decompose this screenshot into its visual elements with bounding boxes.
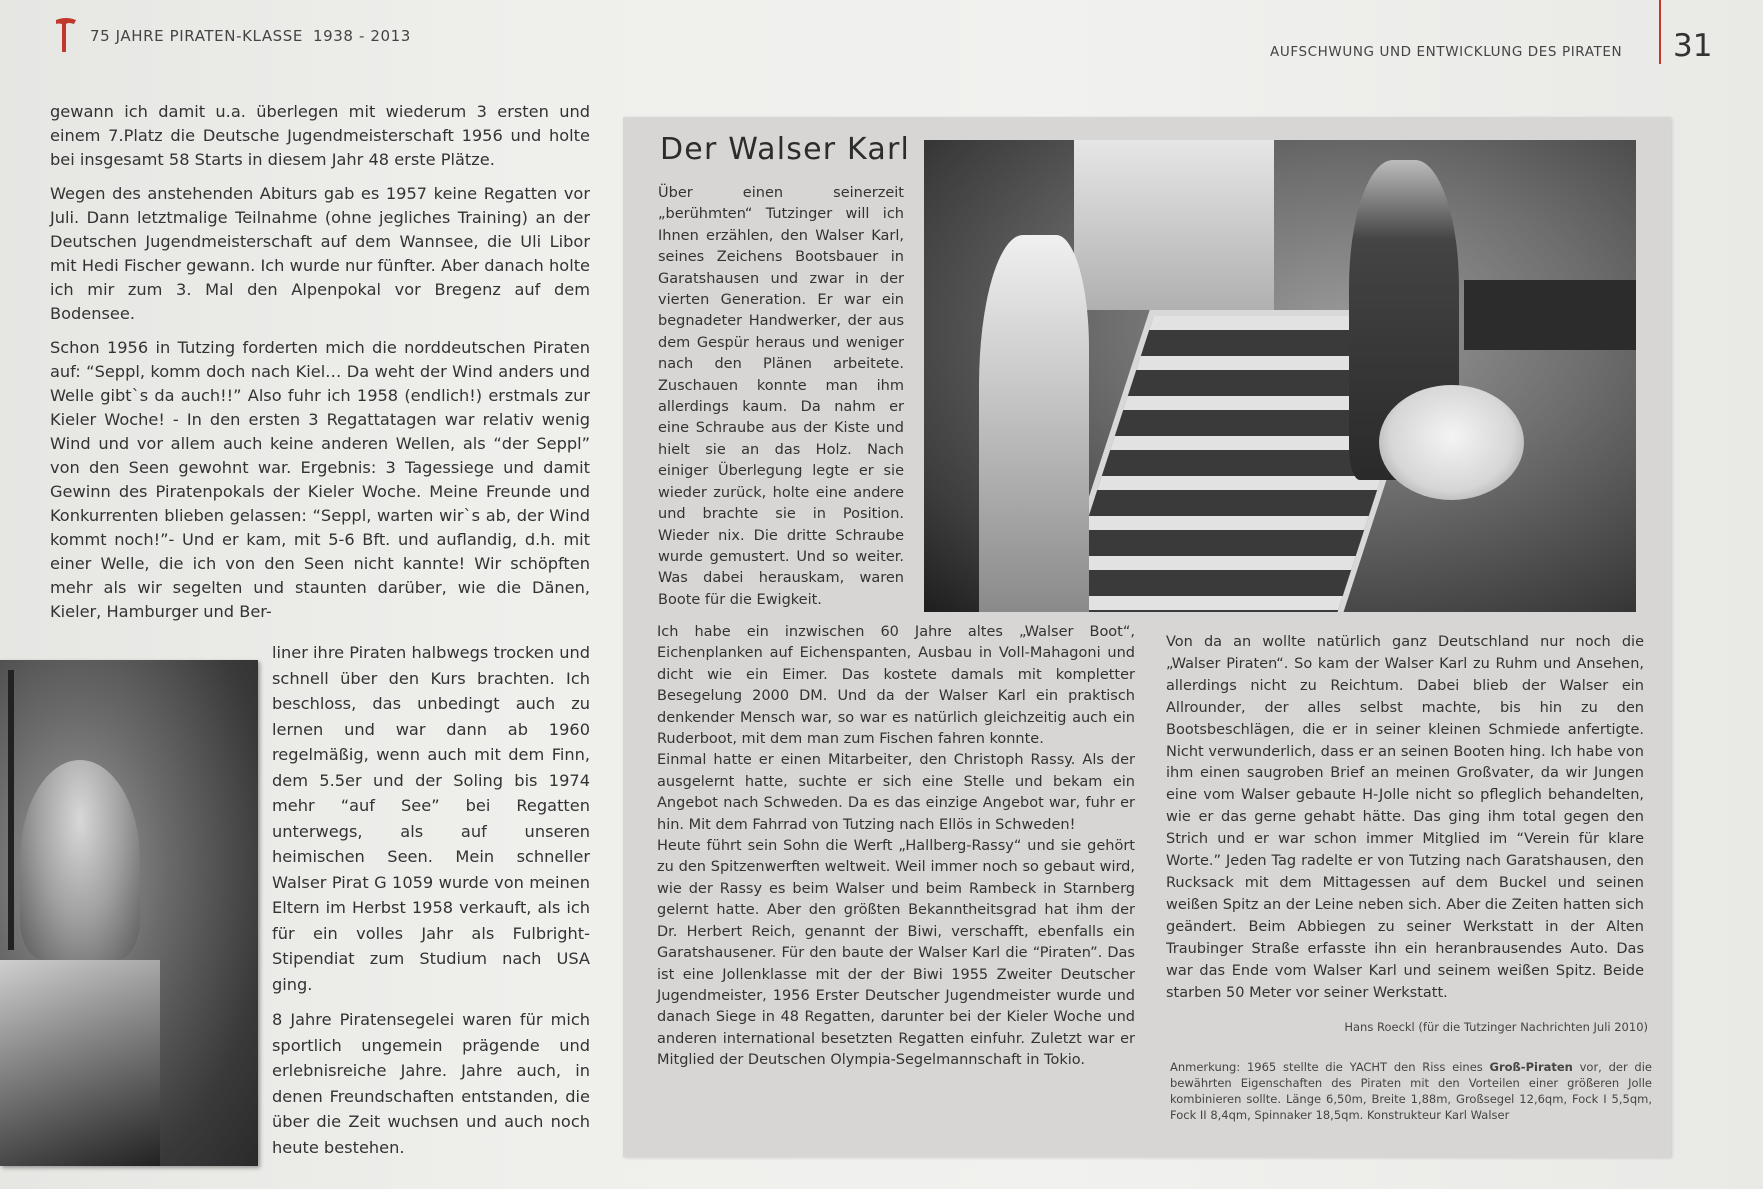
footnote bbox=[1170, 1059, 1652, 1123]
photo-window bbox=[1074, 140, 1274, 310]
author-credit: Hans Roeckl (für die Tutzinger Nachrichten Juli 2010) bbox=[1344, 1020, 1648, 1034]
photo-foreground-figure bbox=[979, 235, 1089, 612]
page-number: 31 bbox=[1673, 28, 1713, 64]
photo-dog bbox=[1379, 385, 1524, 500]
paragraph: liner ihre Piraten halbwegs trocken und schnell über den Kurs brachten. Ich beschloss, das unbedingt auch zu lernen und war dann ab 1960 regelmäßig, wenn auch mit dem Finn, dem 5.5er und der Soling bis 1974 mehr “auf See” bei Regatten unterwegs, als auf unseren heimischen Seen. Mein schneller Walser Pirat G 1059 wurde von meinen Eltern im Herbst 1958 verkauft, als ich für ein volles Jahr als Fulbright- Stipendiat zum Studium nach USA ging. bbox=[272, 643, 590, 994]
paragraph: Heute führt sein Sohn die Werft „Hallberg-Rassy“ und sie gehört zu den Spitzenwerften weltweit. Weil immer noch so gebaut wird, wie der Rassy es beim Walser und beim Rambeck in Starnberg gelernt hatte. Aber den größten Bekanntheitsgrad hat ihm der Dr. Herbert Reich, genannt der Biwi, verschafft, ebenfalls ein Garatshausener. Für den baute der Walser Karl die “Piraten”. Das ist eine Jollenklasse mit der der Biwi 1955 Zweiter Deutscher Jugendmeister, 1956 Erster Deutscher Jugendmeister wurde und danach Siege in 48 Regatten, darunter bei der Kieler Woche und anderen international besetzten Regatten einfuhr. Zuletzt war er Mitglied der Deutschen Olympia-Segelmannschaft in Tokio. bbox=[657, 838, 1135, 1069]
left-column bbox=[50, 100, 590, 634]
box-column-b bbox=[1166, 632, 1644, 1004]
paragraph: Einmal hatte er einen Mitarbeiter, den Christoph Rassy. Als der ausgelernt hatte, suchte er sich eine Stelle und bekam ein Angebot nach Schweden. Da es das einzige Angebot war, fuhr er hin. Mit dem Fahrrad von Tutzing nach Ellös in Schweden! bbox=[657, 752, 1135, 833]
boatbuilder-photo bbox=[924, 140, 1636, 612]
piraten-logo-icon bbox=[52, 14, 80, 54]
note-bold: Groß-Piraten bbox=[1489, 1060, 1573, 1074]
paragraph: Von da an wollte natürlich ganz Deutschland nur noch die „Walser Piraten“. So kam der Walser Karl zu Ruhm und Ansehen, allerdings nicht zu Reichtum. Dabei blieb der Walser ein Allrounder, der alles selbst machte, bis hin zu den Bootsbeschlägen, die er in seiner kleinen Schmiede anfertigte. Nicht verwunderlich, dass er an seinen Booten hing. Ich habe von ihm einen saugroben Brief an meinen Großvater, da wir Jungen eine vom Walser gebaute H-Jolle nicht so pfleglich behandelten, wie er das gerne gehabt hätte. Das ging ihm total gegen den Strich und er war schon immer Mitglied im “Verein für klare Worte.” Jeden Tag radelte er von Tutzing nach Garatshausen, den Rucksack mit dem Mittagessen auf dem Buckel und seinen weißen Spitz an der Leine neben sich. Aber die Zeiten hatten sich geändert. Beim Abbiegen zu seiner Werkstatt in der Alten Traubinger Straße erfasste ihn ein heranbrausendes Auto. Das war das Ende vom Walser Karl und seinem weißen Spitz. Beide starben 50 Meter vor seiner Werkstatt. bbox=[1166, 634, 1644, 1001]
running-header-right: AUFSCHWUNG UND ENTWICKLUNG DES PIRATEN bbox=[1270, 44, 1623, 60]
box-title: Der Walser Karl bbox=[660, 132, 911, 167]
box-column-a bbox=[657, 622, 1135, 1072]
header-years: 1938 - 2013 bbox=[313, 27, 411, 45]
paragraph: gewann ich damit u.a. überlegen mit wiederum 3 ersten und einem 7.Platz die Deutsche Jugendmeisterschaft 1956 und holte bei insgesamt 58 Starts in diesem Jahr 48 erste Plätze. bbox=[50, 102, 590, 169]
photo-boat bbox=[0, 960, 160, 1166]
photo-mast bbox=[8, 670, 14, 950]
sailor-photo bbox=[0, 660, 258, 1166]
header-divider bbox=[1659, 0, 1661, 64]
left-column-narrow bbox=[272, 640, 590, 1170]
running-header-left bbox=[90, 27, 411, 45]
header-title: 75 JAHRE PIRATEN-KLASSE bbox=[90, 27, 303, 45]
paragraph: Ich habe ein inzwischen 60 Jahre altes „Walser Boot“, Eichenplanken auf Eichenspanten, Ausbau in Voll-Mahagoni und dicht wie ein Eimer. Das kostete damals mit kompletter Besegelung 2000 DM. Und da der Walser Karl ein praktisch denkender Mensch war, so war es natürlich gleichzeitig auch ein Ruderboot, mit dem man zum Fischen fahren konnte. bbox=[657, 624, 1135, 748]
photo-person bbox=[20, 760, 140, 960]
photo-workbench bbox=[1464, 280, 1636, 350]
paragraph: 8 Jahre Piratensegelei waren für mich sportlich ungemein prägende und erlebnisreiche Jahre. Jahre auch, in denen Freundschaften entstanden, die über die Zeit wuchsen und auch noch heute bestehen. bbox=[272, 1010, 590, 1157]
box-intro: Über einen seinerzeit „berühmten“ Tutzinger will ich Ihnen erzählen, den Walser Karl, seines Zeichens Bootsbauer in Garatshausen und zwar in der vierten Generation. Er war ein begnadeter Handwerker, der aus dem Gespür heraus und weniger nach den Plänen arbeitete. Zuschauen konnte man ihm allerdings kaum. Da nahm er eine Schraube aus der Kiste und hielt sie an das Holz. Nach einiger Überlegung legte er sie wieder zurück, holte eine andere und brachte sie in Position. Wieder nix. Die dritte Schraube wurde gemustert. Und so weiter. Was dabei herauskam, waren Boote für die Ewigkeit. bbox=[658, 185, 904, 608]
note-prefix: Anmerkung: 1965 stellte die YACHT den Riss eines bbox=[1170, 1060, 1490, 1074]
paragraph: Schon 1956 in Tutzing forderten mich die norddeutschen Piraten auf: “Seppl, komm doch nach Kiel… Da weht der Wind anders und Welle gibt`s da auch!!” Also fuhr ich 1958 (endlich!) erstmals zur Kieler Woche! - In den ersten 3 Regattatagen war relativ wenig Wind und vor allem auch keine anderen Wellen, als “der Seppl” von den Seen gewohnt war. Ergebnis: 3 Tagessiege und damit Gewinn des Piratenpokals der Kieler Woche. Meine Freunde und Konkurrenten blieben gelassen: “Seppl, warten wir`s ab, der Wind kommt noch!”- Und er kam, mit 5-6 Bft. und auflandig, d.h. mit einer Welle, die ich von den Seen nicht kannte! Wir schöpften mehr als wir segelten und staunten darüber, wie die Dänen, Kieler, Hamburger und Ber- bbox=[50, 338, 590, 621]
note-rest: vor, der die bewährten Eigenschaften des Piraten mit den Vorteilen einer größeren Jolle kombinieren sollte. Länge 6,50m, Breite 1,88m, Großsegel 12,6qm, Fock I 5,5qm, Fock II 8,4qm, Spinnaker 18,5qm. Konstrukteur Karl Walser bbox=[1170, 1060, 1652, 1122]
paragraph: Wegen des anstehenden Abiturs gab es 1957 keine Regatten vor Juli. Dann letztmalige Teilnahme (ohne jegliches Training) an der Deutschen Jugendmeisterschaft auf dem Wannsee, die Uli Libor mit Hedi Fischer gewann. Ich wurde nur fünfter. Aber danach holte ich mir zum 3. Mal den Alpenpokal vor Bregenz auf dem Bodensee. bbox=[50, 184, 590, 323]
